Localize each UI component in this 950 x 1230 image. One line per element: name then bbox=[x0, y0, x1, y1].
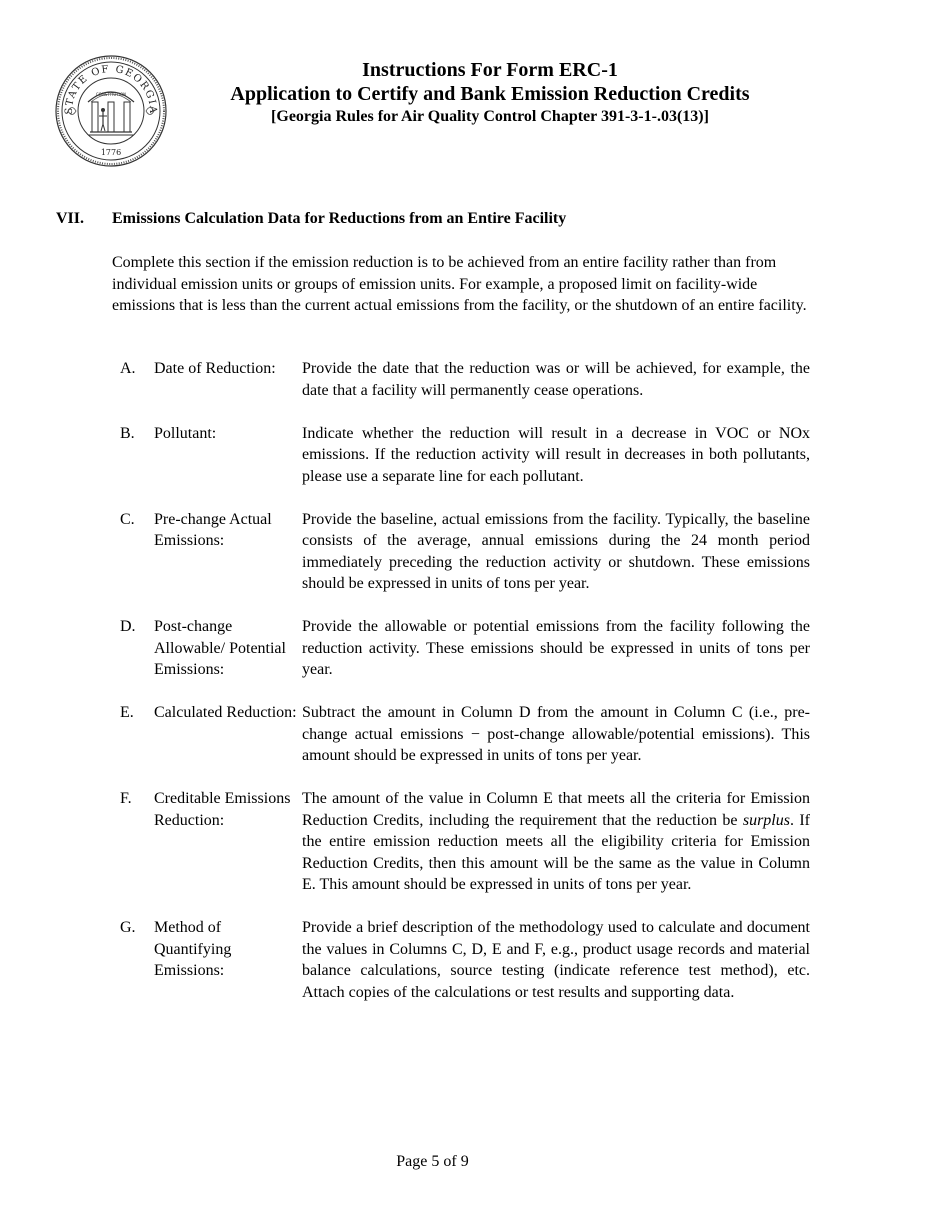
seal-top-text: STATE OF GEORGIA bbox=[63, 63, 159, 115]
instruction-items-list bbox=[120, 358, 820, 1025]
item-label: Pre-change Actual Emissions: bbox=[154, 510, 272, 549]
item-description-part: The amount of the value in Column E that meets all the criteria for Emission Reduction Credits, including the requirement that the reduction be bbox=[302, 790, 810, 829]
list-item bbox=[120, 509, 820, 595]
item-label: Date of Reduction: bbox=[154, 360, 276, 377]
section-title: Emissions Calculation Data for Reductions from an Entire Facility bbox=[112, 210, 567, 227]
item-letter: F. bbox=[120, 790, 132, 807]
item-description: Provide the date that the reduction was or will be achieved, for example, the date that a facility will permanently cease operations. bbox=[302, 360, 810, 399]
page-number: Page 5 of 9 bbox=[396, 1153, 469, 1170]
item-description-emphasis: surplus bbox=[742, 811, 790, 829]
item-letter: E. bbox=[120, 704, 134, 721]
section-intro-paragraph: Complete this section if the emission reduction is to be achieved from an entire facility rather than from individual emission units or groups of emission units. For example, a proposed limit on facility-wide emissions that is less than the current actual emissions from the facility, or the shutdown of an entire facility. bbox=[112, 254, 807, 314]
item-letter: A. bbox=[120, 360, 136, 377]
document-subtitle: Application to Certify and Bank Emission Reduction Credits bbox=[230, 83, 750, 105]
seal-year-text: 1776 bbox=[100, 148, 122, 157]
item-letter: B. bbox=[120, 424, 135, 442]
item-description-part: . If the entire emission reduction meets all the eligibility criteria for Emission Reduction Credits, then this amount will be the same as the value in Column E. This amount should be expressed in units of tons per year. bbox=[302, 811, 811, 893]
item-label: Creditable Emissions Reduction: bbox=[154, 790, 291, 829]
seal-band-text: CONSTITUTION bbox=[95, 92, 127, 97]
item-letter: D. bbox=[120, 618, 136, 635]
document-header bbox=[170, 58, 810, 128]
item-letter: C. bbox=[120, 510, 135, 528]
georgia-state-seal bbox=[54, 54, 168, 168]
item-letter: G. bbox=[120, 919, 136, 936]
document-rule-reference: [Georgia Rules for Air Quality Control Chapter 391-3-1-.03(13)] bbox=[271, 108, 709, 125]
list-item bbox=[120, 358, 820, 401]
item-description: Provide the baseline, actual emissions from the facility. Typically, the baseline consists of the average, annual emissions during the 24 month period immediately preceding the reduction activity or shutdown. These emissions should be expressed in units of tons per year. bbox=[302, 510, 810, 592]
item-description: Provide the allowable or potential emissions from the facility following the reduction activity. These emissions should be expressed in units of tons per year. bbox=[302, 618, 810, 678]
list-item bbox=[120, 788, 820, 896]
document-title: Instructions For Form ERC-1 bbox=[362, 59, 618, 81]
item-label: Pollutant: bbox=[154, 424, 217, 442]
list-item bbox=[120, 917, 820, 1003]
item-description bbox=[302, 788, 810, 896]
item-description: Provide a brief description of the methodology used to calculate and document the values in Columns C, D, E and F, e.g., product usage records and material balance calculations, source testing (indicate reference test method), etc. Attach copies of the calculations or test results and supporting data. bbox=[302, 919, 810, 1001]
list-item bbox=[120, 616, 820, 681]
list-item bbox=[120, 423, 820, 488]
item-description: Subtract the amount in Column D from the amount in Column C (i.e., pre-change actual emissions − post-change allowable/potential emissions). This amount should be expressed in units of tons per year. bbox=[302, 704, 810, 764]
section-number: VII. bbox=[56, 210, 85, 227]
item-label: Post-change Allowable/ Potential Emissions: bbox=[154, 618, 286, 678]
list-item bbox=[120, 702, 820, 767]
section-heading bbox=[56, 208, 566, 229]
item-label: Calculated Reduction: bbox=[154, 704, 297, 721]
item-description: Indicate whether the reduction will result in a decrease in VOC or NOx emissions. If the reduction activity will result in decreases in both pollutants, please use a separate line for each pollutant. bbox=[302, 424, 810, 485]
item-label: Method of Quantifying Emissions: bbox=[154, 919, 232, 979]
